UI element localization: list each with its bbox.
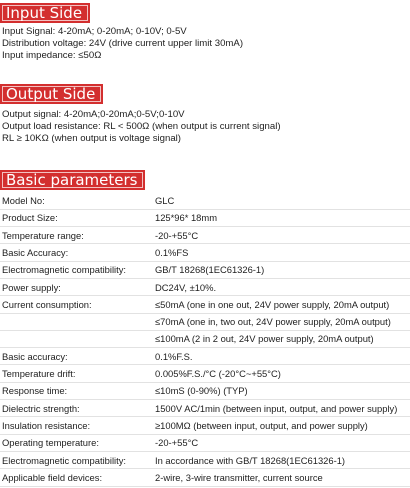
param-value: ≤100mA (2 in 2 out, 24V power supply, 20mA output) [155, 333, 374, 345]
param-label: Electromagnetic compatibility: [2, 454, 127, 466]
param-value: 1500V AC/1min (between input, output, and power supply) [155, 402, 398, 414]
param-label: Power supply: [2, 281, 61, 293]
param-row [0, 382, 410, 399]
param-row [0, 417, 410, 434]
param-value: 0.1%F.S. [155, 350, 193, 362]
param-value: -20-+55°C [155, 437, 199, 449]
param-label: Operating temperature: [2, 437, 99, 449]
param-label: Electromagnetic compatibility: [2, 264, 127, 276]
param-value: GB/T 18268(1EC61326-1) [155, 264, 265, 276]
param-value: 125*96* 18mm [155, 212, 218, 224]
param-label: Basic Accuracy: [2, 246, 69, 258]
param-row [0, 244, 410, 261]
param-label: Basic accuracy: [2, 350, 68, 362]
param-label: Temperature drift: [2, 368, 76, 379]
param-value: DC24V, ±10%. [155, 281, 217, 293]
param-row [0, 365, 410, 382]
param-value: In accordance with GB/T 18268(1EC61326-1) [155, 454, 346, 466]
output-signal-text: Output signal: 4-20mA;0-20mA;0-5V;0-10V [2, 109, 185, 120]
param-row [0, 330, 410, 347]
distribution-voltage-text: Distribution voltage: 24V (drive current upper limit 30mA) [2, 38, 244, 49]
basic-parameters-heading: Basic parameters [0, 170, 145, 190]
param-label: Temperature range: [2, 229, 84, 241]
input-impedance-text: Input impedance: ≤50Ω [2, 50, 102, 61]
param-value: GLC [155, 195, 175, 206]
param-value: ≥100MΩ (between input, output, and power supply) [155, 419, 368, 431]
param-value: -20-+55°C [155, 229, 199, 241]
voltage-load-resistance-text: RL ≥ 10KΩ (when output is voltage signal) [2, 133, 182, 144]
param-row [0, 348, 410, 365]
param-label: Product Size: [2, 212, 58, 224]
param-value: 0.005%F.S./°C (-20°C~+55°C) [155, 368, 281, 379]
input-signal-text: Input Signal: 4-20mA; 0-20mA; 0-10V; 0-5V [2, 26, 187, 37]
param-label: Dielectric strength: [2, 402, 80, 414]
param-row [0, 279, 410, 296]
output-load-resistance-text: Output load resistance: RL < 500Ω (when output is current signal) [2, 121, 281, 132]
param-row [0, 400, 410, 417]
param-label: Current consumption: [2, 298, 92, 310]
param-row [0, 261, 410, 278]
param-value: ≤50mA (one in one out, 24V power supply, 20mA output) [155, 298, 390, 310]
param-row [0, 452, 410, 469]
param-value: 0.1%FS [155, 246, 189, 258]
row-divider [0, 486, 410, 487]
param-row [0, 434, 410, 451]
param-value: ≤70mA (one in, two out, 24V power supply, 20mA output) [155, 316, 391, 328]
param-row [0, 227, 410, 244]
param-value: ≤10mS (0-90%) (TYP) [155, 385, 248, 397]
input-side-heading: Input Side [0, 3, 90, 23]
param-label: Applicable field devices: [2, 471, 103, 483]
output-side-heading: Output Side [0, 84, 103, 104]
param-label: Model No: [2, 195, 45, 206]
param-row [0, 313, 410, 330]
param-row [0, 469, 410, 486]
param-row [0, 296, 410, 313]
param-row [0, 192, 410, 209]
param-label: Insulation resistance: [2, 419, 91, 431]
param-value: 2-wire, 3-wire transmitter, current source [155, 471, 323, 483]
param-row [0, 209, 410, 226]
param-label: Response time: [2, 385, 68, 397]
